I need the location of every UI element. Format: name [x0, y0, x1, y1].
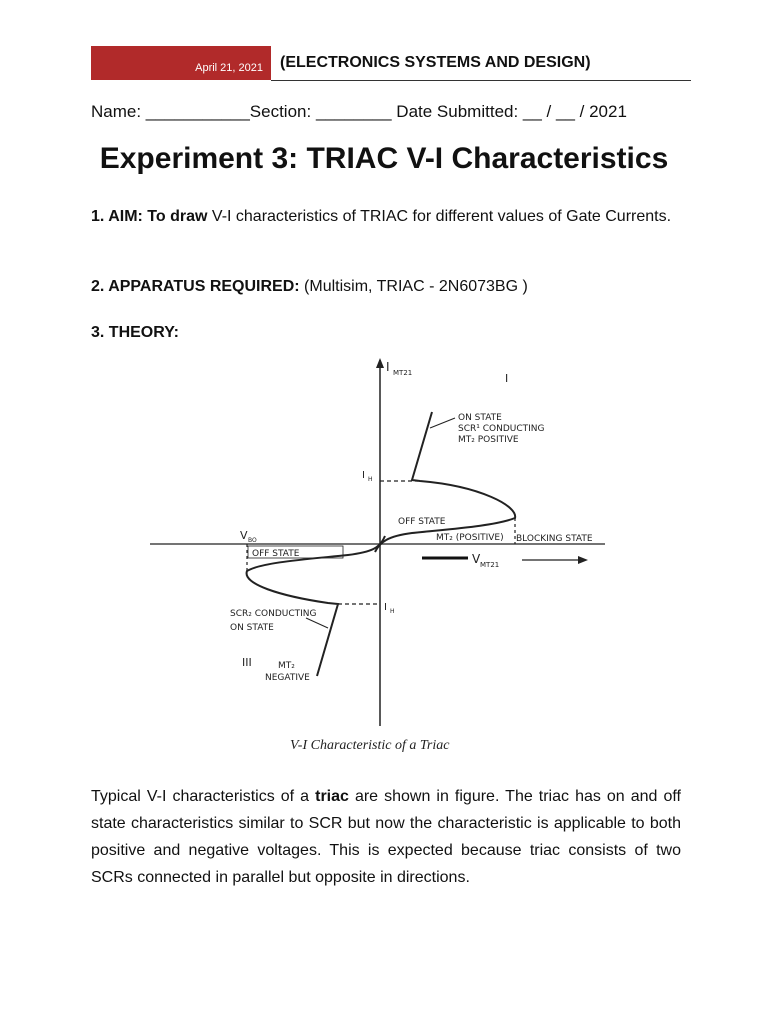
axis-y-sub: MT21: [393, 369, 413, 377]
aim-label: 1. AIM: To draw: [91, 208, 208, 225]
on-state-1-label: ON STATE: [458, 413, 502, 423]
aim-paragraph: [91, 203, 681, 230]
off-state-1-label: OFF STATE: [398, 517, 446, 527]
triac-vi-diagram: [150, 356, 610, 756]
header-rule: [271, 80, 691, 81]
ih-bottom-sub: H: [390, 608, 395, 615]
apparatus-label: 2. APPARATUS REQUIRED:: [91, 278, 300, 295]
vbo-label: V: [240, 529, 248, 542]
axis-x-sub: MT21: [480, 561, 500, 569]
body-part-1: Typical V-I characteristics of a: [91, 788, 316, 805]
vbo-sub: BO: [248, 537, 257, 544]
student-info-line: Name: ___________Section: ________ Date Submitted: __ / __ / 2021: [91, 102, 627, 121]
axis-x-label: V: [472, 552, 481, 566]
quadrant-1-label: I: [505, 372, 509, 385]
scr2-conducting-label: SCR₂ CONDUCTING: [230, 609, 317, 619]
body-bold-term: triac: [315, 788, 349, 805]
triac-vi-figure: [150, 356, 610, 756]
mt2-positive-2-label: MT₂ (POSITIVE): [436, 533, 504, 543]
scr1-conducting-label: SCR¹ CONDUCTING: [458, 424, 545, 434]
theory-heading: 3. THEORY:: [91, 324, 180, 341]
header-date-banner: [91, 46, 271, 80]
apparatus-text: (Multisim, TRIAC - 2N6073BG ): [299, 278, 528, 295]
mt2-positive-label: MT₂ POSITIVE: [458, 435, 519, 445]
ih-bottom-label: I: [384, 602, 387, 613]
x-axis-arrow-icon: [578, 556, 588, 564]
axis-y-label: I: [386, 360, 390, 374]
quadrant-3-label: III: [242, 656, 252, 669]
aim-text: V-I characteristics of TRIAC for different values of Gate Currents.: [207, 208, 672, 225]
body-part-2: are shown in figure. The triac has on and off state characteristics similar to SCR but now the characteristic is applicable to both positive and negative voltages. This is expected because triac consists of two SCRs connected in parallel but opposite in directions.: [91, 788, 682, 886]
negative-label: NEGATIVE: [265, 673, 310, 683]
header-course-title: (ELECTRONICS SYSTEMS AND DESIGN): [280, 54, 591, 71]
on-state-3-leader: [306, 618, 328, 628]
off-state-3-label: OFF STATE: [252, 549, 300, 559]
mt2-label: MT₂: [278, 661, 295, 671]
ih-top-label: I: [362, 470, 365, 481]
figure-caption: V-I Characteristic of a Triac: [290, 738, 450, 753]
on-state-3-label: ON STATE: [230, 623, 274, 633]
on-state-1-leader: [430, 418, 455, 428]
ih-top-sub: H: [368, 476, 373, 483]
theory-body-paragraph: [91, 783, 681, 891]
y-axis-arrow-icon: [376, 358, 384, 368]
blocking-state-label: BLOCKING STATE: [516, 534, 593, 544]
apparatus-paragraph: [91, 273, 681, 300]
header-date: April 21, 2021: [195, 62, 263, 74]
page-title: Experiment 3: TRIAC V-I Characteristics: [99, 142, 669, 175]
